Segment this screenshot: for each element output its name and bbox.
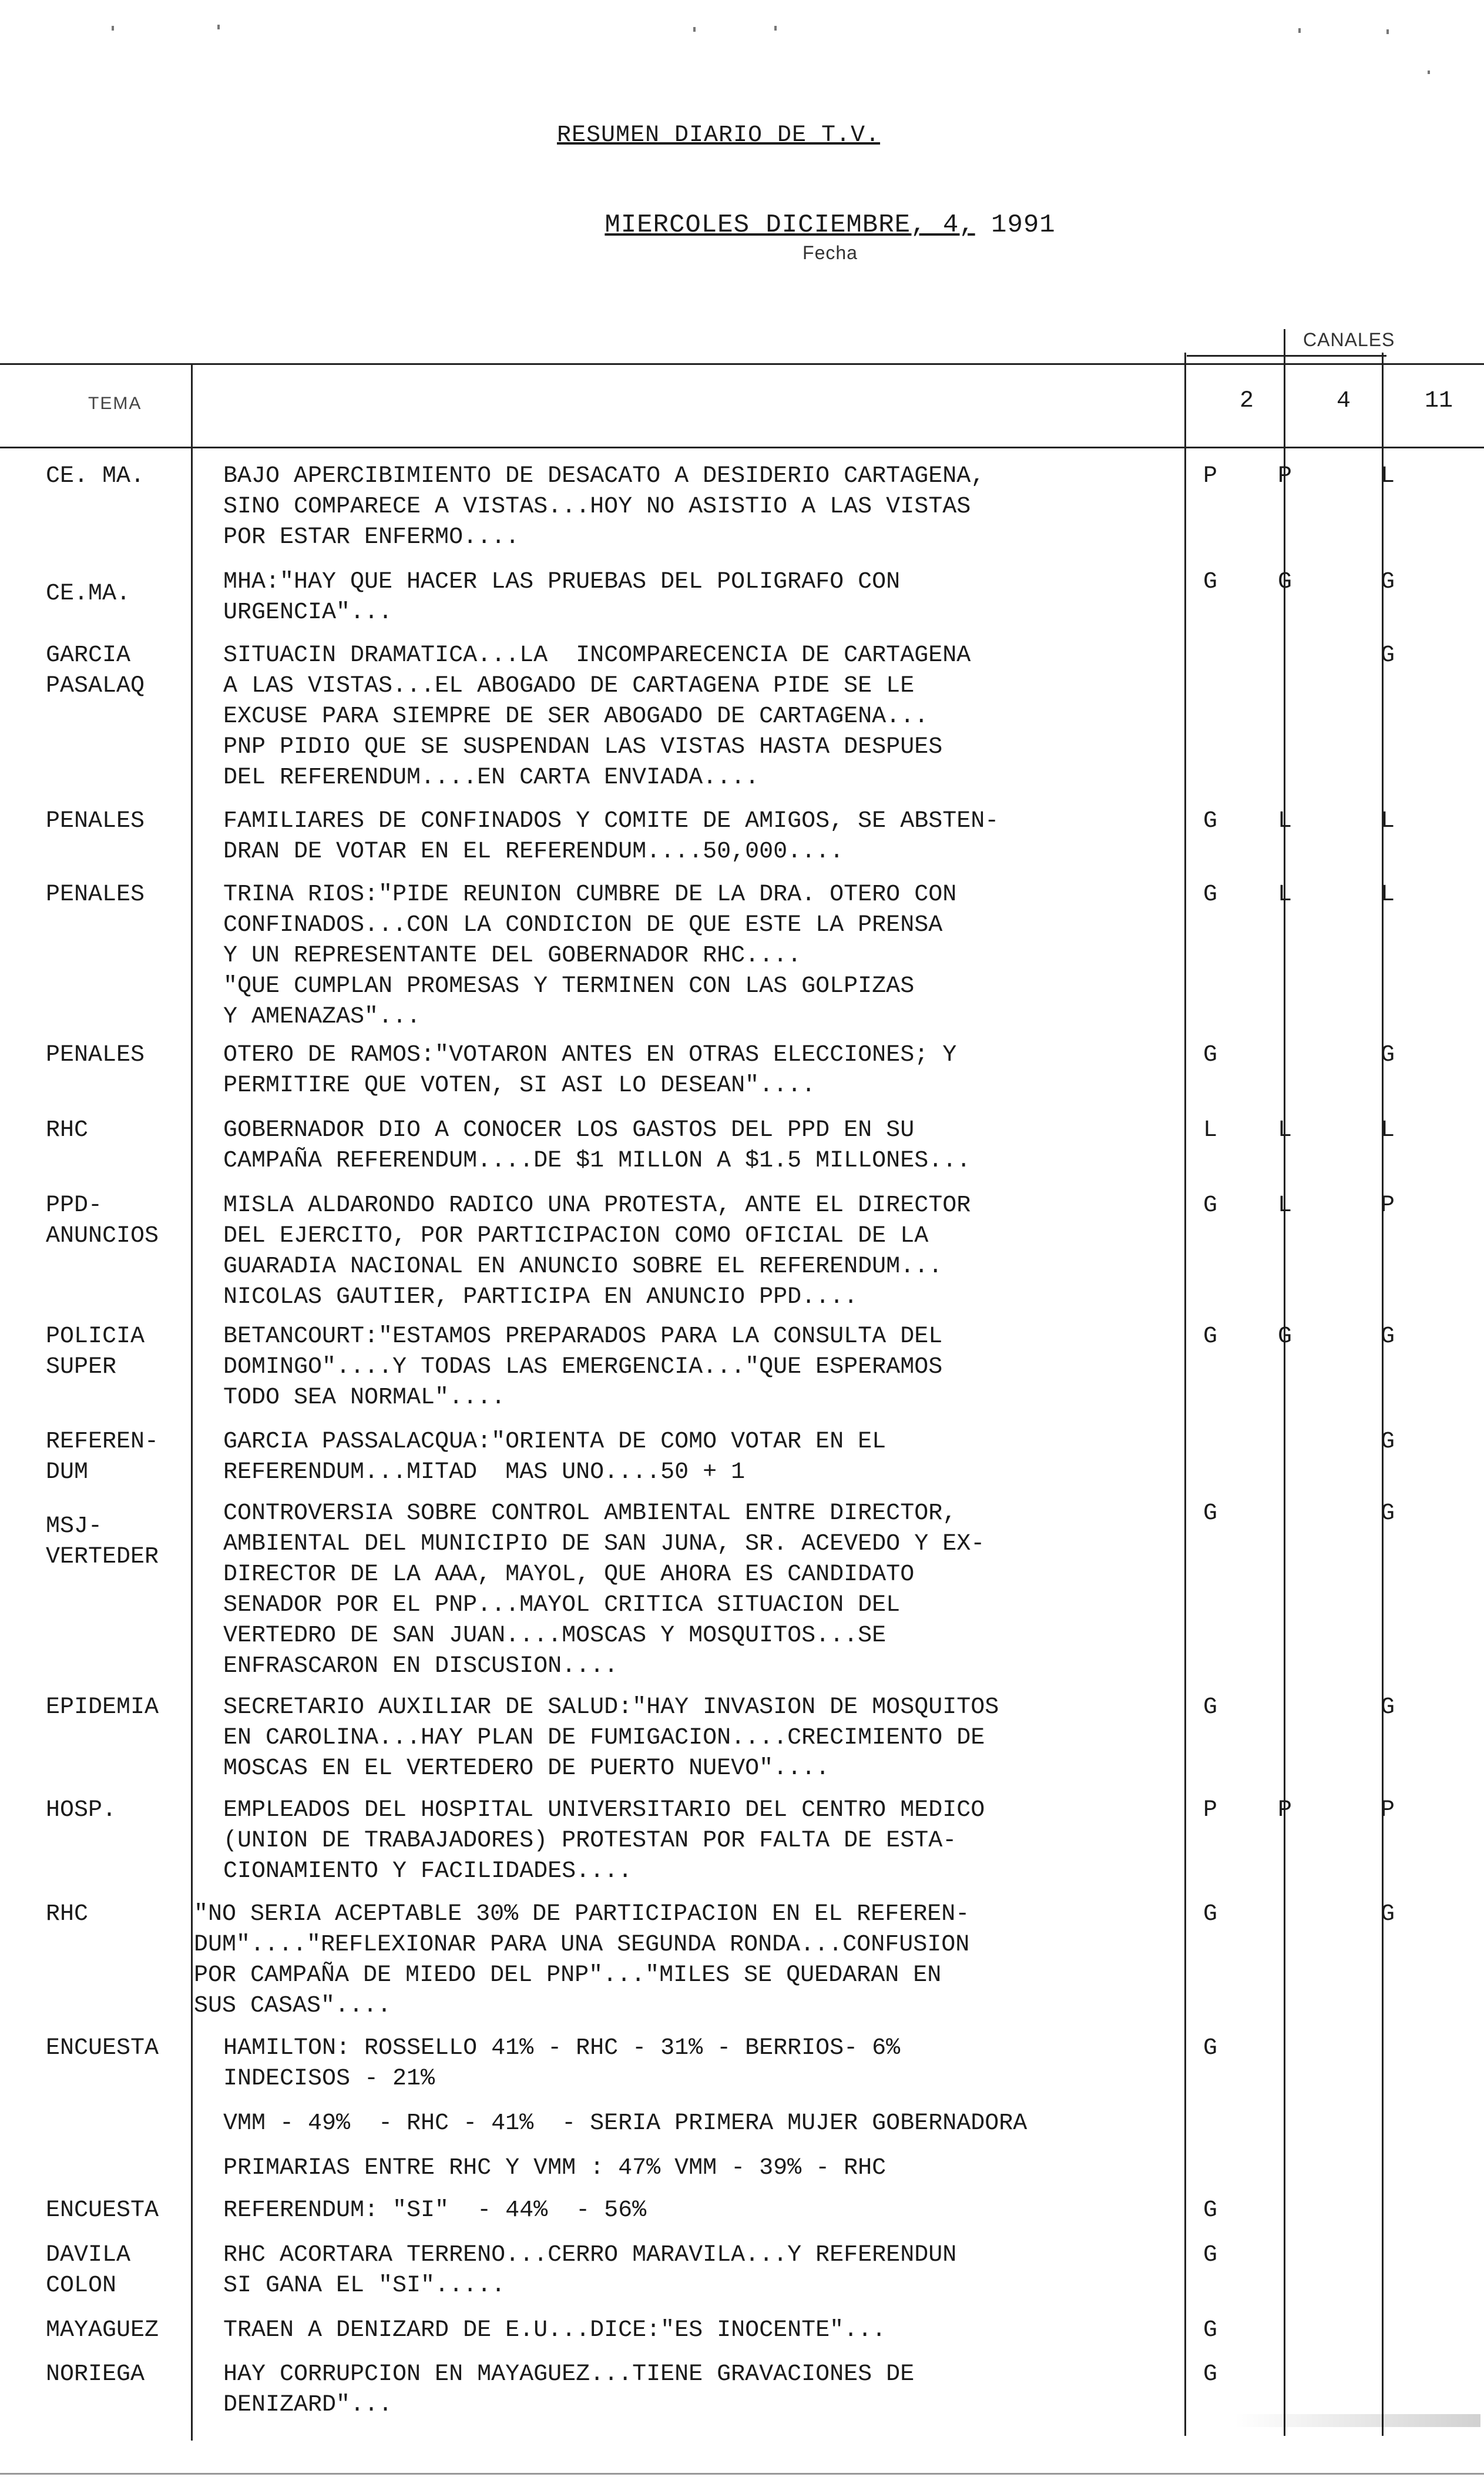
row-text: GARCIA PASSALACQUA:"ORIENTA DE COMO VOTAR EN EL REFERENDUM...MITAD MAS UNO....50 + 1 xyxy=(223,1429,887,1486)
date-caption: Fecha xyxy=(803,242,858,263)
row-text: RHC ACORTARA TERRENO...CERRO MARAVILA...Y REFERENDUN SI GANA EL "SI"..... xyxy=(223,2242,957,2299)
row-channel-2: G xyxy=(1203,569,1218,595)
scan-shadow xyxy=(1234,2414,1480,2427)
row-channel-2: G xyxy=(1203,1901,1218,1928)
row-text: EMPLEADOS DEL HOSPITAL UNIVERSITARIO DEL CENTRO MEDICO (UNION DE TRABAJADORES) PROTESTAN POR FALTA DE ESTA- CIONAMIENTO Y FACILIDADES.... xyxy=(223,1797,985,1885)
row-text: "NO SERIA ACEPTABLE 30% DE PARTICIPACION EN EL REFEREN- DUM"...."REFLEXIONAR PARA UNA SEGUNDA RONDA...CONFUSION POR CAMPAÑA DE MIEDO DEL PNP"..."MILES SE QUEDARAN EN SUS CASAS".... xyxy=(194,1901,970,2019)
page-title: RESUMEN DIARIO DE T.V. xyxy=(556,122,881,149)
row-channel-2: G xyxy=(1203,2242,1218,2268)
row-channel-4: G xyxy=(1278,569,1292,595)
row-channel-2: P xyxy=(1203,463,1218,490)
row-topic: CE.MA. xyxy=(46,581,131,607)
row-text: SECRETARIO AUXILIAR DE SALUD:"HAY INVASION DE MOSQUITOS EN CAROLINA...HAY PLAN DE FUMIGACION....CRECIMIENTO DE MOSCAS EN EL VERTEDERO DE PUERTO NUEVO".... xyxy=(223,1694,999,1782)
row-channel-11: G xyxy=(1381,1694,1395,1721)
row-text: SITUACIN DRAMATICA...LA INCOMPARECENCIA DE CARTAGENA A LAS VISTAS...EL ABOGADO DE CARTAGENA PIDE SE LE EXCUSE PARA SIEMPRE DE SER ABOGADO DE CARTAGENA... PNP PIDIO QUE SE SUSPENDAN LAS VISTAS HASTA DESPUES DEL REFERENDUM....EN CARTA ENVIADA.... xyxy=(223,642,971,791)
row-channel-4: L xyxy=(1278,881,1292,908)
row-channel-4: L xyxy=(1278,808,1292,834)
row-topic: MSJ- VERTEDER xyxy=(46,1513,159,1570)
row-channel-2: G xyxy=(1203,1192,1218,1219)
row-channel-2: G xyxy=(1203,2035,1218,2062)
row-channel-4: P xyxy=(1278,463,1292,490)
channels-rule xyxy=(1187,355,1386,357)
row-topic: RHC xyxy=(46,1901,89,1928)
row-text: PRIMARIAS ENTRE RHC Y VMM : 47% VMM - 39% - RHC xyxy=(223,2155,887,2181)
row-topic: EPIDEMIA xyxy=(46,1694,159,1721)
row-channel-11: L xyxy=(1381,1117,1395,1144)
row-text: VMM - 49% - RHC - 41% - SERIA PRIMERA MUJER GOBERNADORA xyxy=(223,2110,1028,2137)
date-weekday-day: MIERCOLES DICIEMBRE, 4, xyxy=(605,210,975,240)
header-bottom-rule xyxy=(0,447,1484,448)
row-text: FAMILIARES DE CONFINADOS Y COMITE DE AMIGOS, SE ABSTEN- DRAN DE VOTAR EN EL REFERENDUM....50,000.... xyxy=(223,808,999,865)
row-text: OTERO DE RAMOS:"VOTARON ANTES EN OTRAS ELECCIONES; Y PERMITIRE QUE VOTEN, SI ASI LO DESEAN".... xyxy=(223,1042,957,1099)
row-channel-2: G xyxy=(1203,2361,1218,2388)
row-channel-2: L xyxy=(1203,1117,1218,1144)
row-text: GOBERNADOR DIO A CONOCER LOS GASTOS DEL PPD EN SU CAMPAÑA REFERENDUM....DE $1 MILLON A $1.5 MILLONES... xyxy=(223,1117,971,1174)
row-topic: HOSP. xyxy=(46,1797,117,1824)
scan-speck xyxy=(1386,29,1389,34)
row-topic: POLICIA SUPER xyxy=(46,1323,145,1380)
row-topic: ENCUESTA xyxy=(46,2197,159,2224)
row-channel-11: L xyxy=(1381,881,1395,908)
row-channel-11: L xyxy=(1381,808,1395,834)
row-channel-11: G xyxy=(1381,569,1395,595)
row-channel-2: G xyxy=(1203,808,1218,834)
row-channel-11: L xyxy=(1381,463,1395,490)
row-topic: PENALES xyxy=(46,1042,145,1068)
column-header-channel-2: 2 xyxy=(1240,388,1254,414)
scan-speck xyxy=(774,26,777,31)
column-header-channel-4: 4 xyxy=(1337,388,1351,414)
row-channel-2: G xyxy=(1203,1500,1218,1527)
topic-divider xyxy=(191,363,193,2441)
row-channel-11: G xyxy=(1381,1901,1395,1928)
row-topic: GARCIA PASALAQ xyxy=(46,642,145,699)
row-topic: PENALES xyxy=(46,808,145,834)
row-channel-11: G xyxy=(1381,1323,1395,1350)
row-topic: MAYAGUEZ xyxy=(46,2317,159,2344)
table-top-rule xyxy=(0,363,1484,365)
scan-speck xyxy=(1428,71,1430,74)
row-topic: NORIEGA xyxy=(46,2361,145,2388)
row-text: TRINA RIOS:"PIDE REUNION CUMBRE DE LA DRA. OTERO CON CONFINADOS...CON LA CONDICION DE QUE ESTE LA PRENSA Y UN REPRESENTANTE DEL GOBERNADOR RHC.... "QUE CUMPLAN PROMESAS Y TERMINEN CON LAS GOLPIZAS Y AMENAZAS"... xyxy=(223,881,957,1030)
scan-speck xyxy=(1298,28,1301,33)
row-topic: PPD- ANUNCIOS xyxy=(46,1192,159,1249)
row-channel-11: P xyxy=(1381,1797,1395,1824)
row-channel-2: P xyxy=(1203,1797,1218,1824)
row-text: BETANCOURT:"ESTAMOS PREPARADOS PARA LA CONSULTA DEL DOMINGO"....Y TODAS LAS EMERGENCIA..."QUE ESPERAMOS TODO SEA NORMAL".... xyxy=(223,1323,943,1411)
row-channel-11: G xyxy=(1381,1042,1395,1068)
row-topic: DAVILA COLON xyxy=(46,2242,131,2299)
column-header-tema: TEMA xyxy=(88,394,142,413)
row-channel-2: G xyxy=(1203,1042,1218,1068)
channel-4-divider xyxy=(1284,329,1285,2436)
row-text: HAY CORRUPCION EN MAYAGUEZ...TIENE GRAVACIONES DE DENIZARD"... xyxy=(223,2361,915,2418)
row-topic: REFEREN- DUM xyxy=(46,1429,159,1486)
row-text: TRAEN A DENIZARD DE E.U...DICE:"ES INOCENTE"... xyxy=(223,2317,887,2344)
channels-caption: CANALES xyxy=(1303,329,1395,350)
row-topic: CE. MA. xyxy=(46,463,145,490)
row-channel-11: P xyxy=(1381,1192,1395,1219)
row-text: MHA:"HAY QUE HACER LAS PRUEBAS DEL POLIGRAFO CON URGENCIA"... xyxy=(223,569,901,626)
date-line xyxy=(88,210,1484,240)
row-channel-4: L xyxy=(1278,1117,1292,1144)
row-channel-11: G xyxy=(1381,1429,1395,1455)
row-topic: ENCUESTA xyxy=(46,2035,159,2062)
row-topic: PENALES xyxy=(46,881,145,908)
row-channel-2: G xyxy=(1203,2197,1218,2224)
row-channel-2: G xyxy=(1203,1694,1218,1721)
row-channel-4: L xyxy=(1278,1192,1292,1219)
scan-speck xyxy=(693,27,696,32)
row-channel-11: G xyxy=(1381,1500,1395,1527)
column-header-channel-11: 11 xyxy=(1425,388,1453,414)
scan-speck xyxy=(112,26,114,31)
row-text: BAJO APERCIBIMIENTO DE DESACATO A DESIDERIO CARTAGENA, SINO COMPARECE A VISTAS...HOY NO ASISTIO A LAS VISTAS POR ESTAR ENFERMO.... xyxy=(223,463,985,551)
row-text: CONTROVERSIA SOBRE CONTROL AMBIENTAL ENTRE DIRECTOR, AMBIENTAL DEL MUNICIPIO DE SAN JUNA, SR. ACEVEDO Y EX- DIRECTOR DE LA AAA, MAYOL, QUE AHORA ES CANDIDATO SENADOR POR EL PNP...MAYOL CRITICA SITUACION DEL VERTEDRO DE SAN JUAN....MOSCAS Y MOSQUITOS...SE ENFRASCARON EN DISCUSION.... xyxy=(223,1500,985,1680)
row-channel-4: P xyxy=(1278,1797,1292,1824)
scan-speck xyxy=(217,25,220,29)
date-year: 1991 xyxy=(975,210,1056,240)
row-channel-2: G xyxy=(1203,2317,1218,2344)
row-text: REFERENDUM: "SI" - 44% - 56% xyxy=(223,2197,647,2224)
row-channel-11: G xyxy=(1381,642,1395,669)
row-text: MISLA ALDARONDO RADICO UNA PROTESTA, ANTE EL DIRECTOR DEL EJERCITO, POR PARTICIPACION COMO OFICIAL DE LA GUARADIA NACIONAL EN ANUNCIO SOBRE EL REFERENDUM... NICOLAS GAUTIER, PARTICIPA EN ANUNCIO PPD.... xyxy=(223,1192,971,1310)
bottom-rule xyxy=(0,2473,1484,2475)
channel-2-divider xyxy=(1184,353,1186,2436)
row-channel-2: G xyxy=(1203,881,1218,908)
row-channel-2: G xyxy=(1203,1323,1218,1350)
row-text: HAMILTON: ROSSELLO 41% - RHC - 31% - BERRIOS- 6% INDECISOS - 21% xyxy=(223,2035,901,2092)
row-channel-4: G xyxy=(1278,1323,1292,1350)
row-topic: RHC xyxy=(46,1117,89,1144)
